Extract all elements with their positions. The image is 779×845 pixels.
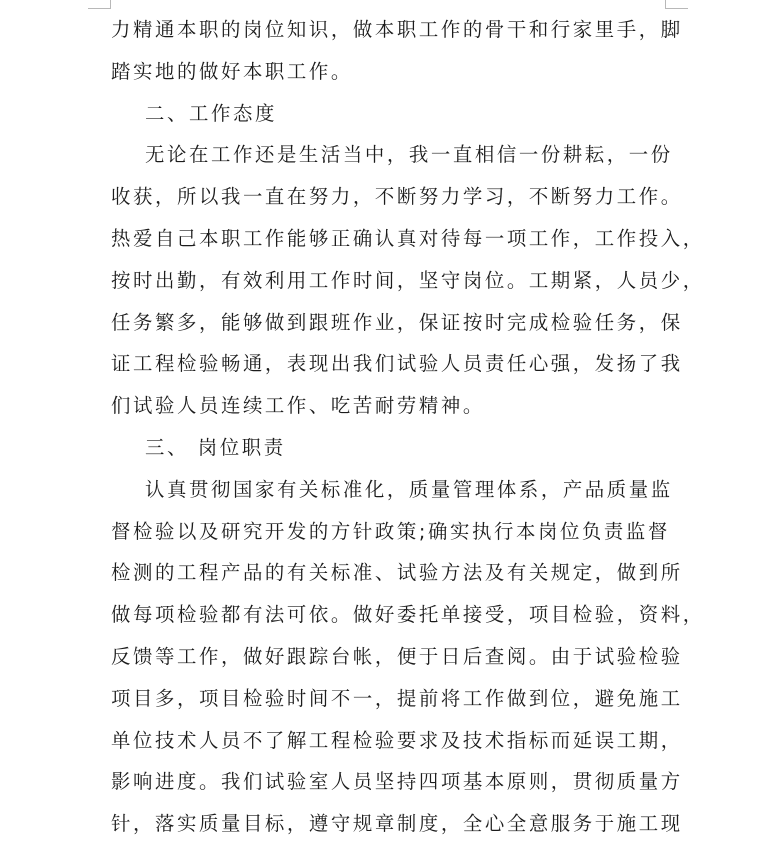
text-line: 热爱自己本职工作能够正确认真对待每一项工作，工作投入， [111,226,705,250]
text-line: 影响进度。我们试验室人员坚持四项基本原则，贯彻质量方 [111,770,683,794]
text-line: 针，落实质量目标，遵守规章制度，全心全意服务于施工现 [111,812,683,836]
text-line: 检测的工程产品的有关标准、试验方法及有关规定，做到所 [111,561,683,585]
text-line: 收获，所以我一直在努力，不断努力学习，不断努力工作。 [111,185,683,209]
text-line: 证工程检验畅通，表现出我们试验人员责任心强，发扬了我 [111,352,683,376]
text-line: 做每项检验都有法可依。做好委托单接受，项目检验，资料， [111,603,705,627]
document-body [111,9,705,845]
text-line: 督检验以及研究开发的方针政策;确实执行本岗位负责监督 [111,519,670,543]
text-line: 任务繁多，能够做到跟班作业，保证按时完成检验任务，保 [111,310,683,334]
page-corner-mark-left [88,0,111,9]
page-corner-mark-right [665,0,688,9]
text-line: 认真贯彻国家有关标准化，质量管理体系，产品质量监 [145,477,673,501]
text-line: 二、工作态度 [145,101,277,125]
text-line: 三、 岗位职责 [145,435,286,459]
text-line: 无论在工作还是生活当中，我一直相信一份耕耘，一份 [145,143,673,167]
text-line: 力精通本职的岗位知识，做本职工作的骨干和行家里手，脚 [111,18,683,41]
text-line: 单位技术人员不了解工程检验要求及技术指标而延误工期， [111,728,683,752]
text-line: 们试验人员连续工作、吃苦耐劳精神。 [111,394,485,418]
text-line: 踏实地的做好本职工作。 [111,59,353,83]
text-line: 项目多，项目检验时间不一，提前将工作做到位，避免施工 [111,686,683,710]
text-line: 反馈等工作，做好跟踪台帐，便于日后查阅。由于试验检验 [111,644,683,668]
text-line: 按时出勤，有效利用工作时间，坚守岗位。工期紧，人员少， [111,268,705,292]
